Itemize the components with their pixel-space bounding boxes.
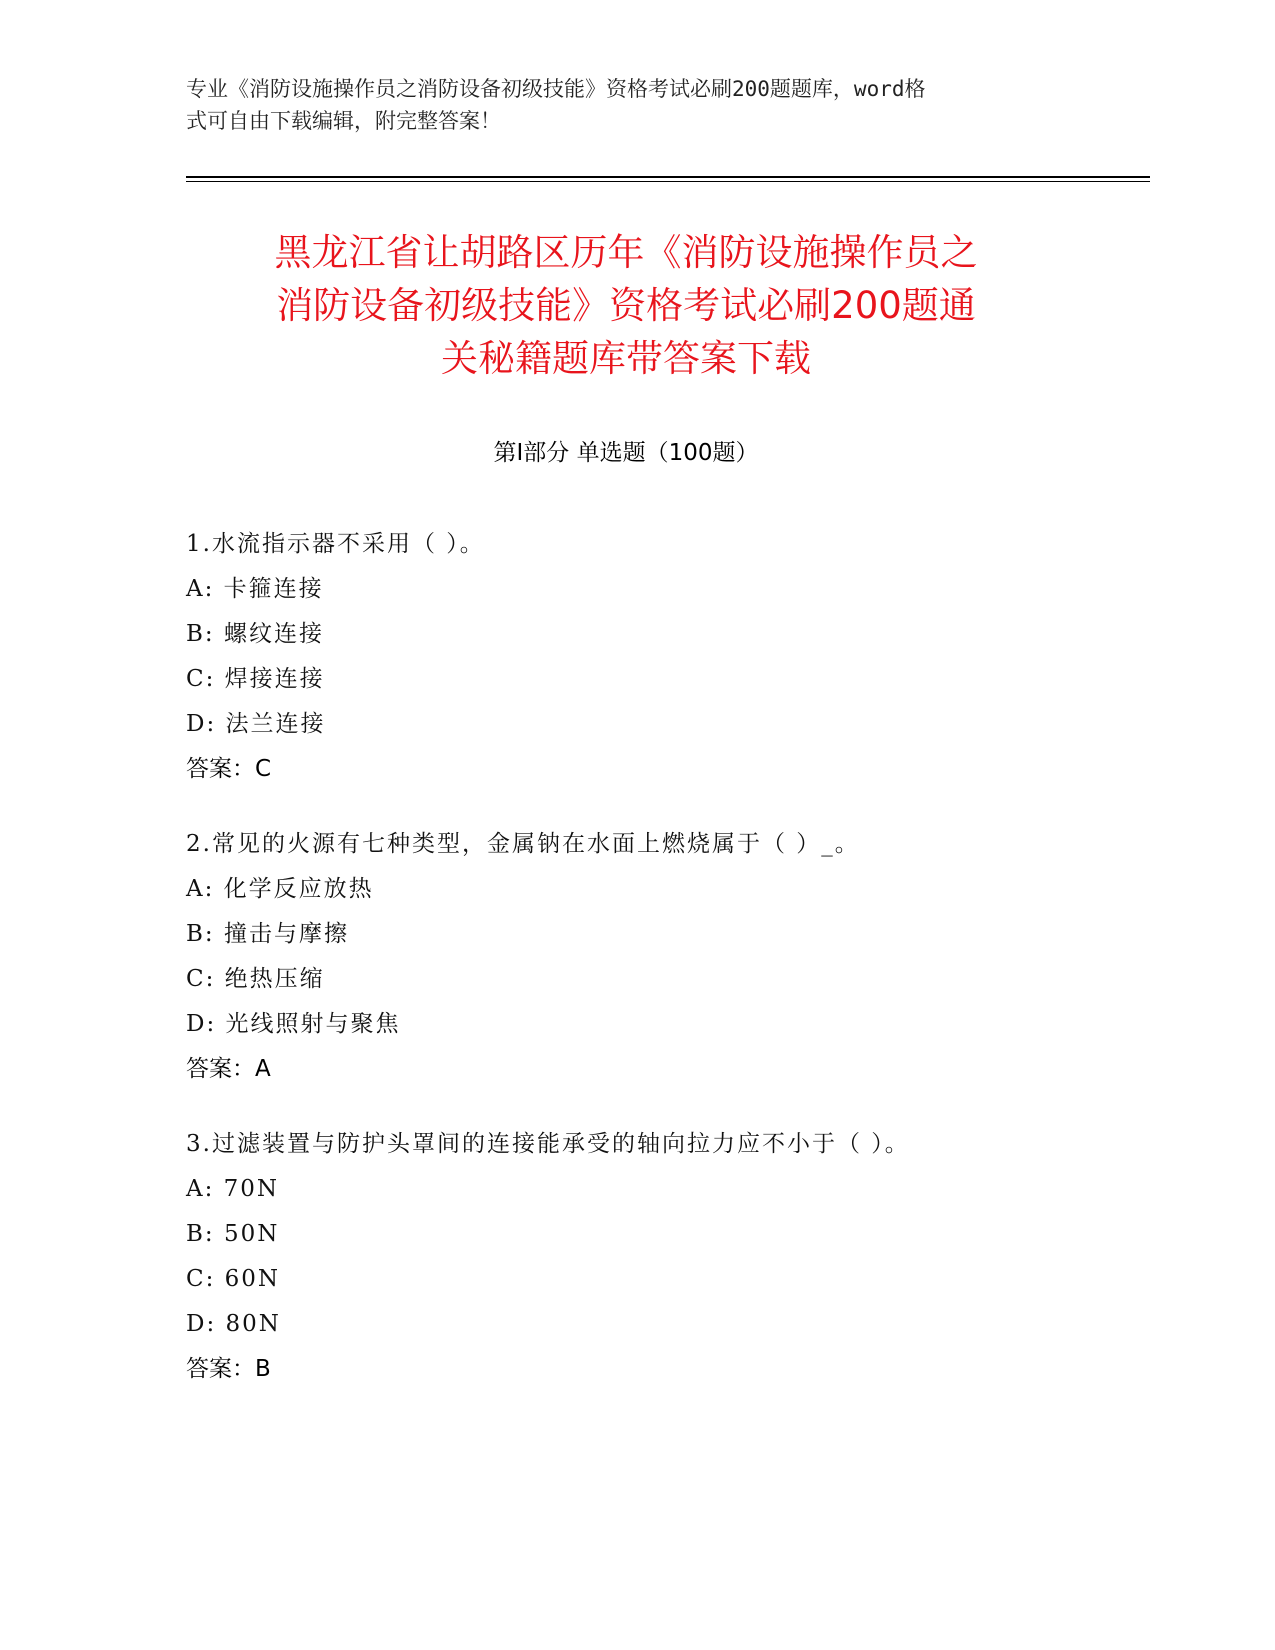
question-stem: 1.水流指示器不采用（ ）。 [186,531,485,557]
header-divider-thick [186,176,1150,178]
header-note [186,73,1066,137]
option-b: B: 撞击与摩擦 [186,921,349,947]
document-title-line-2: 消防设备初级技能》资格考试必刷200题通 [276,284,976,327]
option-d: D: 光线照射与聚焦 [186,1011,401,1037]
option-a: A: 卡箍连接 [186,576,324,602]
question-stem: 3.过滤装置与防护头罩间的连接能承受的轴向拉力应不小于（ ）。 [186,1131,910,1157]
answer: 答案：A [186,1056,271,1082]
answer: 答案：C [186,756,272,782]
option-a: A: 化学反应放热 [186,876,374,902]
option-b: B: 50N [186,1221,280,1247]
option-a: A: 70N [186,1176,280,1202]
question-3 [186,1129,1146,1384]
section-title: 第I部分 单选题（100题） [493,440,759,466]
header-note-line-1: 专业《消防设施操作员之消防设备初级技能》资格考试必刷200题题库，word格 [186,77,926,101]
option-c: C: 60N [186,1266,281,1292]
question-stem: 2.常见的火源有七种类型，金属钠在水面上燃烧属于（ ）_。 [186,831,860,857]
document-title-line-3: 关秘籍题库带答案下载 [441,337,811,380]
document-title [186,226,1066,385]
answer: 答案：B [186,1356,271,1382]
option-d: D: 法兰连接 [186,711,326,737]
option-b: B: 螺纹连接 [186,621,324,647]
option-c: C: 绝热压缩 [186,966,325,992]
header-note-line-2: 式可自由下载编辑，附完整答案！ [186,109,501,133]
option-d: D: 80N [186,1311,281,1337]
document-title-line-1: 黑龙江省让胡路区历年《消防设施操作员之 [274,231,978,274]
option-c: C: 焊接连接 [186,666,325,692]
question-2 [186,829,1146,1084]
header-divider-thin [186,181,1150,182]
question-1 [186,529,1146,784]
question-list [186,529,1146,1429]
